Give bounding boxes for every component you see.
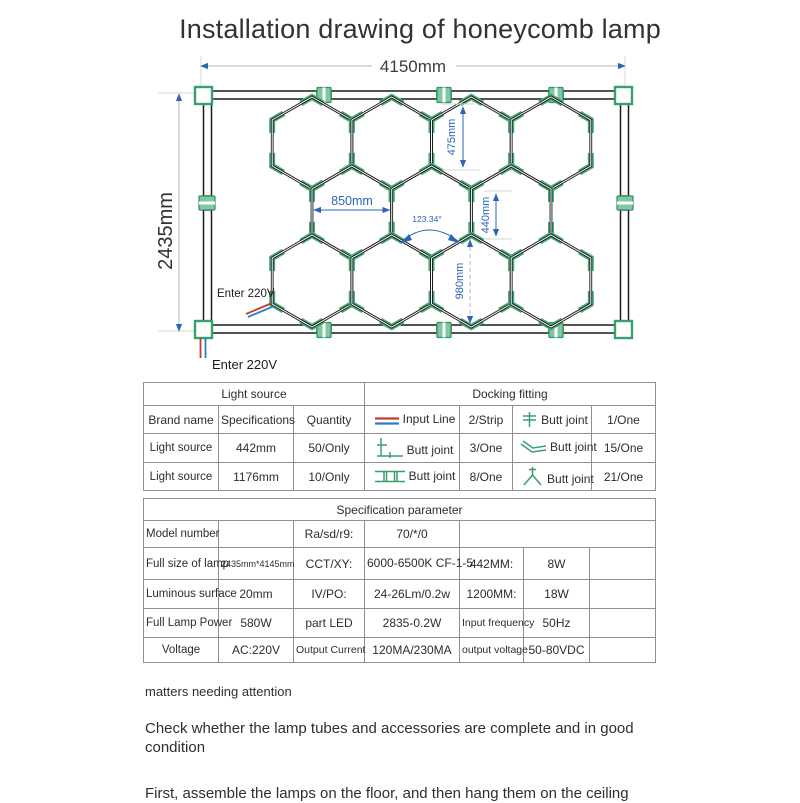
beam-joint-qty: 8/One (460, 463, 513, 491)
empty-cell (590, 580, 656, 609)
spec-442: 442mm (219, 434, 294, 463)
dimension-475-label: 475mm (446, 119, 458, 156)
ra-value: 70/*/0 (365, 521, 460, 548)
spec-1176: 1176mm (219, 463, 294, 491)
col-header-specifications: Specifications (219, 406, 294, 434)
installation-drawing (0, 0, 800, 380)
row-label-luminous: Luminous surface (144, 580, 219, 609)
angle-butt-joint-icon (520, 440, 547, 455)
dimension-width-label: 4150mm (380, 57, 446, 76)
beam-butt-joint-icon (374, 469, 406, 484)
attention-notes (145, 684, 657, 803)
led-value: 2835-0.2W (365, 609, 460, 638)
dimension-overall-height (155, 94, 179, 331)
dimension-980-label: 980mm (454, 263, 466, 300)
dimension-hex-width (314, 194, 390, 210)
col-header-quantity: Quantity (294, 406, 365, 434)
parts-table (143, 382, 656, 491)
power-entry-inner (217, 288, 275, 317)
col-header-brand: Brand name (144, 406, 219, 434)
docking-label: Butt joint (547, 472, 594, 487)
docking-label: Input Line (403, 412, 456, 427)
empty-cell (460, 521, 656, 548)
empty-cell (590, 609, 656, 638)
value-18w: 18W (524, 580, 590, 609)
dimension-angle (401, 214, 459, 243)
model-value (219, 521, 294, 548)
cct-key: CCT/XY: (294, 548, 365, 580)
input-line-cell (365, 406, 460, 434)
frequency-value: 50Hz (524, 609, 590, 638)
docking-label: Butt joint (550, 440, 597, 455)
input-line-icon (374, 415, 400, 427)
empty-cell (590, 638, 656, 663)
docking-fitting-header: Docking fitting (365, 383, 656, 406)
docking-label: Butt joint (409, 469, 456, 484)
docking-label: Butt joint (407, 443, 454, 458)
hexagon-lamp (352, 97, 432, 189)
ivpo-value: 24-26Lm/0.2w (365, 580, 460, 609)
power-value: 580W (219, 609, 294, 638)
dimension-height-label: 2435mm (155, 192, 177, 270)
frame-connector (199, 88, 633, 338)
size-value: 2435mm*4145mm (219, 548, 294, 580)
ivpo-key: IV/PO: (294, 580, 365, 609)
corner-joint-cell (365, 434, 460, 463)
key-1200mm: 1200MM: (460, 580, 524, 609)
output-voltage-key: output voltage (460, 638, 524, 663)
hexagon-lamp (511, 235, 591, 327)
output-current-key: Output Current (294, 638, 365, 663)
cct-value: 6000-6500K CF-1-5 (365, 548, 460, 580)
row-label-model: Model number (144, 521, 219, 548)
dimension-overall-width (201, 56, 625, 76)
cross-joint-qty: 1/One (592, 406, 656, 434)
cross-joint-cell (513, 406, 592, 434)
angle-joint-cell (513, 434, 592, 463)
enter-220v-inner-label: Enter 220V (217, 288, 275, 300)
dimension-440-label: 440mm (480, 197, 492, 234)
corner-butt-joint-icon (376, 437, 404, 458)
row-label: Light source (144, 434, 219, 463)
y-butt-joint-icon (520, 466, 544, 487)
row-label: Light source (144, 463, 219, 491)
hexagon-lamp (432, 97, 512, 189)
docking-label: Butt joint (541, 413, 588, 428)
cross-butt-joint-icon (521, 411, 538, 428)
hexagon-lamp (392, 166, 472, 258)
angle-joint-qty: 15/One (592, 434, 656, 463)
row-label-size: Full size of lamp (144, 548, 219, 580)
power-entry-corner (201, 338, 278, 372)
qty-1176: 10/Only (294, 463, 365, 491)
row-label-power: Full Lamp Power (144, 609, 219, 638)
notes-heading: matters needing attention (145, 684, 657, 699)
key-442mm: 442MM: (460, 548, 524, 580)
luminous-value: 20mm (219, 580, 294, 609)
input-frequency-key: Input frequency (460, 609, 524, 638)
empty-cell (590, 548, 656, 580)
beam-joint-cell (365, 463, 460, 491)
value-8w: 8W (524, 548, 590, 580)
qty-442: 50/Only (294, 434, 365, 463)
lamp-frame (195, 87, 633, 338)
page-title: Installation drawing of honeycomb lamp (40, 14, 800, 45)
dimension-850-label: 850mm (331, 194, 373, 208)
hexagon-lamp (511, 97, 591, 189)
spec-table (143, 498, 656, 663)
dimension-lower (454, 240, 470, 323)
hexagon-lamp (312, 166, 392, 258)
hexagon-lamp (272, 235, 352, 327)
row-label-voltage: Voltage (144, 638, 219, 663)
dimension-angle-label: 123.34° (412, 214, 441, 224)
y-joint-qty: 21/One (592, 463, 656, 491)
ra-key: Ra/sd/r9: (294, 521, 365, 548)
honeycomb-grid (272, 97, 591, 327)
light-source-header: Light source (144, 383, 365, 406)
hexagon-lamp (352, 235, 432, 327)
note-check: Check whether the lamp tubes and accessories are complete and in good condition (145, 720, 657, 758)
frame-corner-bracket (195, 87, 632, 338)
input-line-qty: 2/Strip (460, 406, 513, 434)
voltage-value: AC:220V (219, 638, 294, 663)
hexagon-lamp (272, 97, 352, 189)
dimension-edge (480, 191, 512, 239)
spec-table-title: Specification parameter (144, 499, 656, 521)
led-key: part LED (294, 609, 365, 638)
y-joint-cell (513, 463, 592, 491)
hexagon-lamp (432, 235, 512, 327)
dimension-hex-height (442, 104, 480, 170)
output-voltage-value: 50-80VDC (524, 638, 590, 663)
note-assemble: First, assemble the lamps on the floor, and then hang them on the ceiling (145, 785, 657, 803)
corner-joint-qty: 3/One (460, 434, 513, 463)
enter-220v-corner-label: Enter 220V (212, 357, 277, 372)
output-current-value: 120MA/230MA (365, 638, 460, 663)
